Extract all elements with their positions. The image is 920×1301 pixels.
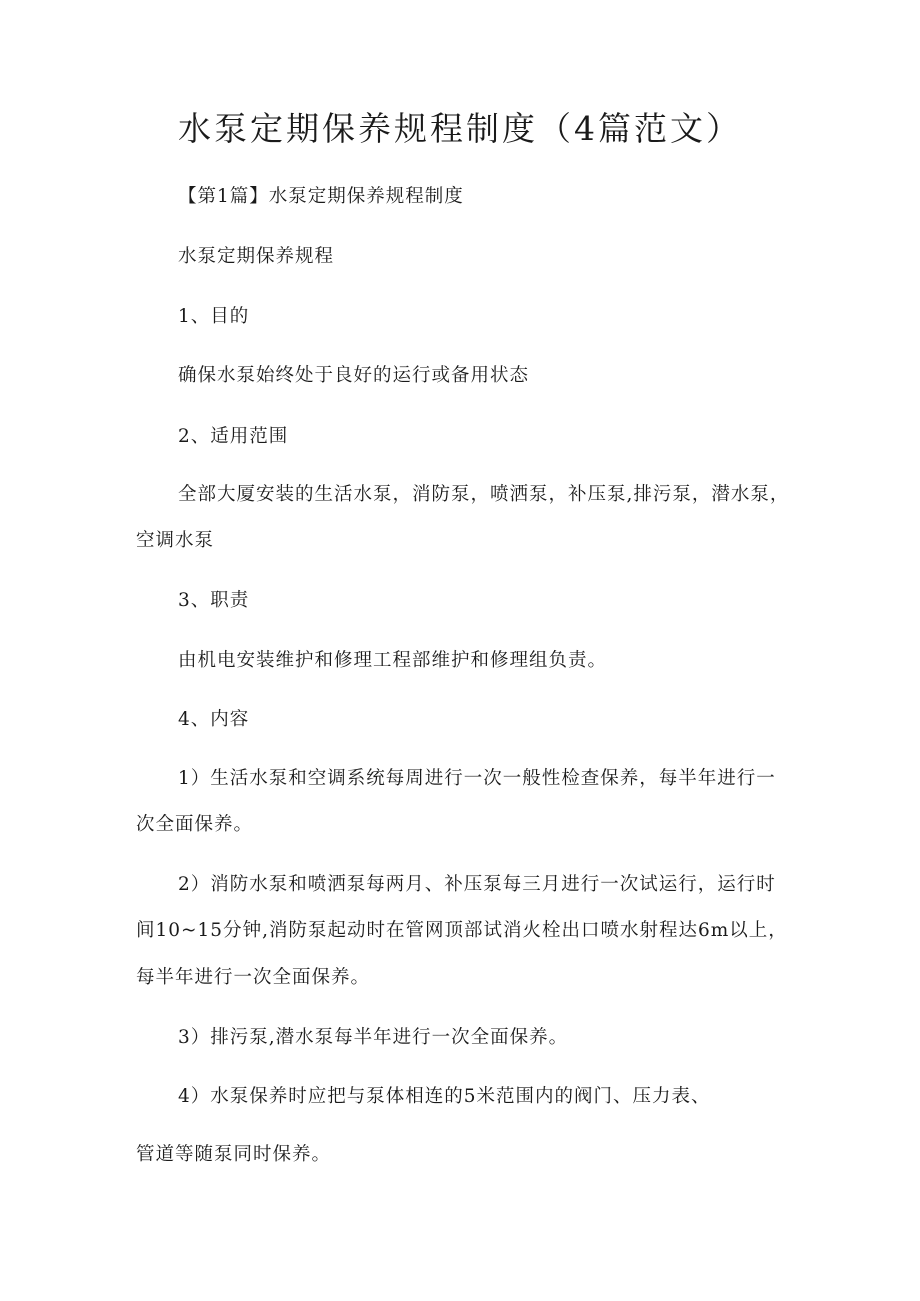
item-2-line-3: 每半年进行一次全面保养。	[136, 967, 371, 988]
section-1-text: 确保水泵始终处于良好的运行或备用状态	[178, 365, 530, 386]
section-3-text: 由机电安装维护和修理工程部维护和修理组负责。	[178, 650, 608, 671]
section-2-heading: 2、适用范围	[178, 426, 289, 447]
item-2-line-1: 2）消防水泵和喷洒泵每两月、补压泵每三月进行一次试运行，运行时	[178, 874, 776, 895]
item-4-line-1: 4）水泵保养时应把与泵体相连的5米范围内的阀门、压力表、	[178, 1086, 711, 1107]
item-4-line-2: 管道等随泵同时保养。	[136, 1144, 332, 1165]
item-2-line-2: 间10~15分钟,消防泵起动时在管网顶部试消火栓出口喷水射程达6m以上，	[136, 920, 788, 941]
section-1-heading: 1、目的	[178, 306, 250, 327]
subtitle: 水泵定期保养规程	[178, 246, 335, 267]
section-2-text-line-2: 空调水泵	[136, 530, 215, 551]
document-title: 水泵定期保养规程制度（4篇范文）	[178, 109, 742, 148]
section-heading: 【第1篇】水泵定期保养规程制度	[178, 186, 464, 207]
item-3-line-1: 3）排污泵,潜水泵每半年进行一次全面保养。	[178, 1027, 569, 1048]
section-4-heading: 4、内容	[178, 709, 250, 730]
section-2-text-line-1: 全部大厦安装的生活水泵，消防泵，喷洒泵，补压泵,排污泵，潜水泵，	[178, 484, 790, 505]
item-1-line-2: 次全面保养。	[136, 814, 254, 835]
section-3-heading: 3、职责	[178, 590, 250, 611]
item-1-line-1: 1）生活水泵和空调系统每周进行一次一般性检查保养，每半年进行一	[178, 768, 776, 789]
